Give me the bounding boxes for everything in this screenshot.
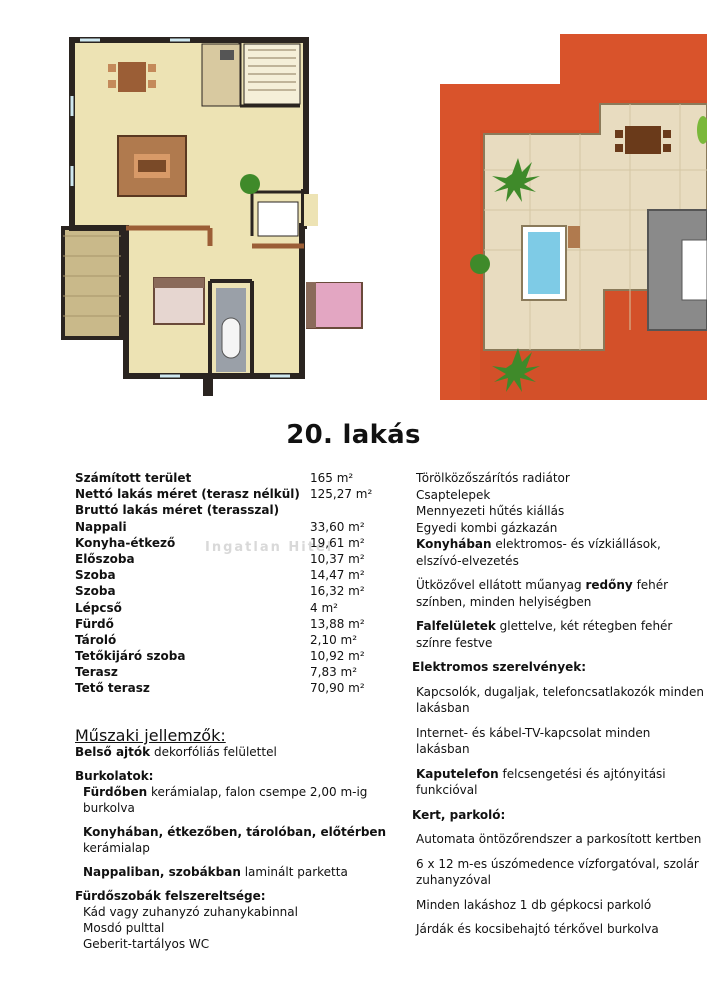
bedroom-bed xyxy=(306,282,366,332)
list-item: Mosdó pulttal xyxy=(83,921,165,935)
area-row xyxy=(75,600,385,616)
list-item: 6 x 12 m-es úszómedence vízforgatóval, szolár zuhanyzóval xyxy=(416,856,699,887)
area-label: Lépcső xyxy=(75,600,122,615)
area-label: Tároló xyxy=(75,632,117,647)
list-item: Csaptelepek xyxy=(416,487,491,502)
apartment-title: 20. lakás xyxy=(286,420,421,450)
doors-line xyxy=(75,744,390,760)
kitchen-bold: Konyhában xyxy=(416,537,492,551)
shutter-pre: Ütközővel ellátott műanyag xyxy=(416,578,582,592)
list-item: Törölközőszárítós radiátor xyxy=(416,471,570,485)
kitchen-rest: elektromos- és vízkiállások, elszívó-elvezetés xyxy=(416,537,661,568)
doors-label: Belső ajtók xyxy=(75,745,151,759)
spacer xyxy=(412,758,704,766)
list-item: Minden lakáshoz 1 db gépkocsi parkoló xyxy=(416,897,652,912)
apartment-floor-plan xyxy=(60,36,320,396)
living-covering xyxy=(75,864,390,880)
spacer xyxy=(412,569,704,577)
intercom-bold: Kaputelefon xyxy=(416,766,499,781)
area-label: Konyha-étkező xyxy=(75,535,176,550)
shutter-feature xyxy=(412,577,704,610)
spacer xyxy=(412,889,704,897)
area-value: 16,32 m² xyxy=(310,584,365,599)
area-row xyxy=(75,583,385,599)
spacer xyxy=(75,760,390,768)
living-label: Nappaliban, szobákban xyxy=(83,865,241,879)
area-label: Számított terület xyxy=(75,471,192,485)
area-row xyxy=(75,680,385,696)
area-value: 33,60 m² xyxy=(310,519,365,534)
area-value: 125,27 m² xyxy=(310,487,373,502)
area-value: 14,47 m² xyxy=(310,568,365,583)
spacer xyxy=(75,880,390,888)
list-item: Automata öntözőrendszer a parkosított kertben xyxy=(416,832,702,846)
list-item: Kád vagy zuhanyzó zuhanykabinnal xyxy=(83,905,298,919)
area-row xyxy=(75,632,385,648)
area-label: Előszoba xyxy=(75,551,135,566)
features-list xyxy=(412,470,704,938)
watermark-text: Ingatlan Hitel xyxy=(205,540,334,555)
bath-equipment-title: Fürdőszobák felszereltsége: xyxy=(75,889,266,903)
area-row xyxy=(75,567,385,583)
area-row xyxy=(75,648,385,664)
area-value: 70,90 m² xyxy=(310,681,365,696)
wall-bold: Falfelületek xyxy=(416,619,496,633)
list-item: Internet- és kábel-TV-kapcsolat minden lakásban xyxy=(416,725,651,756)
area-row xyxy=(75,535,385,551)
spacer xyxy=(412,848,704,856)
area-value: 165 m² xyxy=(310,471,354,485)
area-label: Fürdő xyxy=(75,616,114,631)
spacer xyxy=(412,913,704,921)
area-value: 10,92 m² xyxy=(310,649,365,664)
spacer xyxy=(412,823,704,831)
list-item: Geberit-tartályos WC xyxy=(83,937,210,951)
kitchen-covering xyxy=(75,824,390,856)
spacer xyxy=(412,717,704,725)
shutter-bold: redőny xyxy=(585,578,633,592)
spacer xyxy=(412,799,704,807)
electric-title: Elektromos szerelvények: xyxy=(412,660,587,674)
bath-text: kerámialap, falon csempe 2,00 m-ig burkolva xyxy=(83,785,368,815)
area-value: 10,37 m² xyxy=(310,551,365,566)
kitchen-text: kerámialap xyxy=(83,841,150,855)
living-text: laminált parketta xyxy=(244,865,348,879)
technical-features xyxy=(75,728,390,952)
wall-feature xyxy=(412,618,704,651)
area-value xyxy=(310,502,385,518)
coverings-title: Burkolatok: xyxy=(75,769,154,783)
area-label: Nettó lakás méret (terasz nélkül) xyxy=(75,487,300,502)
spacer xyxy=(412,610,704,618)
area-table xyxy=(75,470,385,697)
list-item: Egyedi kombi gázkazán xyxy=(416,520,558,535)
area-row xyxy=(75,502,385,518)
intercom-rest: felcsengetési és ajtónyitási funkcióval xyxy=(416,766,666,797)
area-label: Bruttó lakás méret (terasszal) xyxy=(75,503,280,518)
area-label: Szoba xyxy=(75,584,116,599)
kitchen-label: Konyhában, étkezőben, tárolóban, előtérben xyxy=(83,825,387,839)
area-value: 7,83 m² xyxy=(310,665,358,680)
technical-title: Műszaki jellemzők: xyxy=(75,726,226,745)
bath-label: Fürdőben xyxy=(83,785,148,799)
wall-rest: glettelve, két rétegben fehér színre festve xyxy=(416,619,673,650)
spacer xyxy=(75,856,390,864)
area-label: Tetőkijáró szoba xyxy=(75,649,186,664)
area-value: 4 m² xyxy=(310,600,338,615)
area-row xyxy=(75,486,385,502)
area-row xyxy=(75,470,385,486)
area-value: 2,10 m² xyxy=(310,632,358,647)
spacer xyxy=(412,676,704,684)
kitchen-feature xyxy=(412,536,704,569)
area-value: 19,61 m² xyxy=(310,535,365,550)
doors-text: dekorfóliás felülettel xyxy=(153,745,277,759)
shutter-post: fehér színben, minden helyiségben xyxy=(416,578,669,609)
area-row xyxy=(75,551,385,567)
bath-covering xyxy=(75,784,390,816)
roof-terrace-plan xyxy=(420,30,707,400)
spacer xyxy=(75,816,390,824)
area-label: Tető terasz xyxy=(75,681,150,696)
area-row xyxy=(75,664,385,680)
list-item: Járdák és kocsibehajtó térkővel burkolva xyxy=(416,922,659,936)
list-item: Kapcsolók, dugaljak, telefoncsatlakozók minden lakásban xyxy=(416,684,704,715)
area-row xyxy=(75,616,385,632)
area-label: Nappali xyxy=(75,519,127,534)
intercom-feature xyxy=(412,766,704,799)
area-label: Terasz xyxy=(75,665,118,680)
spacer xyxy=(412,651,704,659)
list-item: Mennyezeti hűtés kiállás xyxy=(416,504,565,518)
area-label: Szoba xyxy=(75,568,116,583)
garden-title: Kert, parkoló: xyxy=(412,807,506,822)
area-value: 13,88 m² xyxy=(310,616,365,631)
area-row xyxy=(75,519,385,535)
